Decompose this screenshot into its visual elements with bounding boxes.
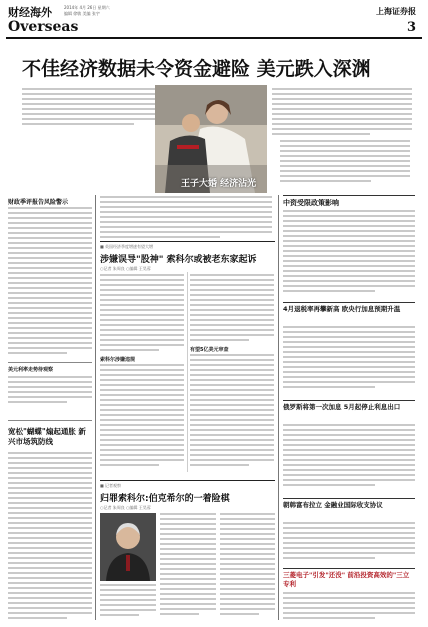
mid-text-col1b — [100, 364, 184, 474]
bottom-section-top-rule — [100, 480, 275, 481]
intro-text-right — [272, 88, 412, 138]
right-title-2: 4月退税率再攀新高 欧央行加息预期升温 — [283, 305, 401, 313]
right-title-5: 三菱电子"引发"还没" 前沿投资高效的"三立专利 — [283, 571, 410, 588]
mid-text-col2b — [190, 354, 274, 474]
masthead-rule — [6, 37, 422, 39]
left-heading-3: 美元利率走势待观察 — [8, 367, 54, 373]
bottom-section-byline: ○记者 朱周良 ○编辑 王昊蓉 — [100, 505, 151, 510]
right-title-3: 俄罗斯将第一次加息 5月起停止利息出口 — [283, 403, 401, 411]
left-column-rule — [95, 195, 96, 620]
bottom-text-col3 — [220, 513, 275, 621]
left-heading-2: 宽松"蝴蝶"煽起通胀 新兴市场筑防线 — [8, 427, 86, 446]
date-line: 2014年 4月 26日 星期六 — [64, 5, 110, 10]
editor-line: 编辑 徐敏 美编 张宇 — [64, 11, 100, 16]
section-title-cn: 财经海外 — [8, 6, 52, 19]
right-rule-5 — [283, 568, 415, 569]
right-rule-2 — [283, 302, 415, 303]
left-divider-2 — [8, 420, 92, 421]
right-text-4 — [283, 522, 415, 566]
mid-subhead-1: 索科尔涉嫌违规 — [100, 357, 136, 363]
bottom-section-tag: ■ 记者观察 — [100, 483, 122, 488]
left-text-3 — [8, 452, 92, 620]
right-rule-4 — [283, 498, 415, 499]
page-number: 3 — [406, 20, 416, 35]
bottom-text-col1 — [100, 584, 156, 622]
left-text-1 — [8, 207, 92, 357]
photo-caption: 王子大婚 经济沾光 — [181, 179, 257, 189]
right-text-5 — [283, 592, 415, 622]
right-text-3 — [283, 424, 415, 496]
mid-text-col2 — [190, 274, 274, 344]
mid-section-byline: ○记者 朱周良 ○编辑 王昊蓉 — [100, 266, 151, 271]
portrait-photo — [100, 513, 156, 581]
bottom-section-title: 归罪索科尔:伯克希尔的一着险棋 — [100, 494, 230, 504]
right-text-1 — [283, 210, 415, 300]
right-title-1: 中资受限政策影响 — [283, 199, 339, 207]
right-text-2 — [283, 326, 415, 398]
mid-section-tag: ■ 英国经济季度增速有望大增 — [100, 244, 154, 249]
left-divider-1 — [8, 362, 92, 363]
top-right-note — [280, 140, 410, 190]
portrait-photo-art — [100, 513, 156, 581]
right-rule-1 — [283, 195, 415, 196]
mid-text-col1 — [100, 274, 184, 354]
mid-subhead-2: 有望5亿美元审查 — [190, 347, 229, 353]
center-upper-text — [100, 196, 272, 240]
mid-inner-rule — [187, 272, 188, 472]
right-title-4: 朝韩富布拉立 金融业国际收支协议 — [283, 501, 383, 509]
section-title-en: Overseas — [8, 19, 79, 35]
bottom-text-col2 — [160, 513, 216, 621]
mid-section-top-rule — [100, 241, 275, 242]
left-text-2 — [8, 376, 92, 416]
paper-name: 上海证券报 — [376, 6, 416, 16]
main-headline: 不佳经济数据未令资金避险 美元跌入深渊 — [22, 58, 371, 80]
right-rule-3 — [283, 400, 415, 401]
left-heading-1: 财政季评报告风险警示 — [8, 199, 69, 206]
wedding-photo — [155, 85, 267, 193]
mid-section-title: 涉嫌误导"股神" 索科尔或被老东家起诉 — [100, 255, 257, 265]
right-column-rule — [278, 195, 279, 620]
